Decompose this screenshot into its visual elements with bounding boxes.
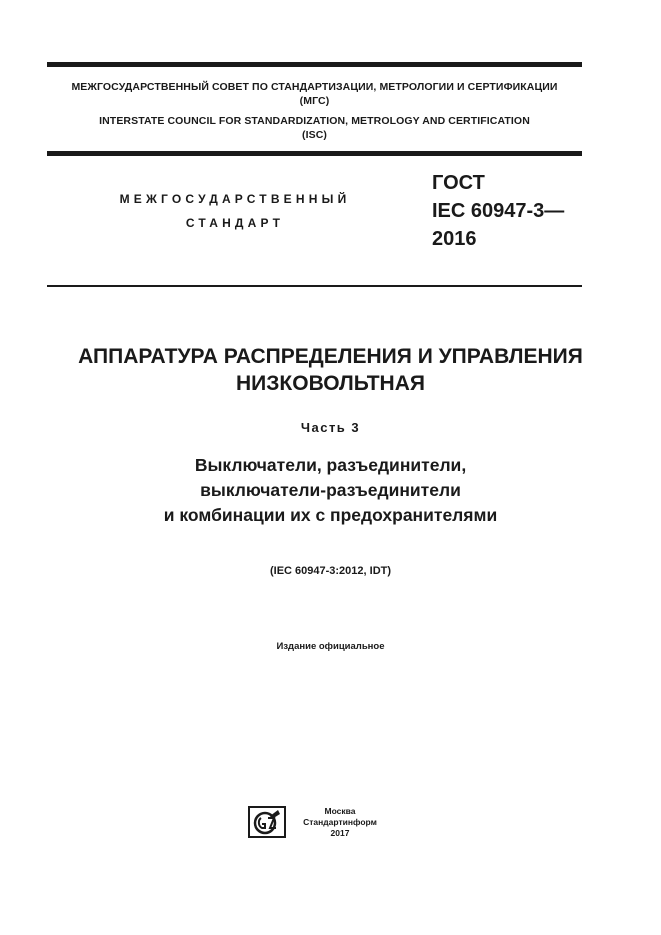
standard-designation <box>432 169 564 253</box>
iec-reference: (IEC 60947-3:2012, IDT) <box>269 565 392 577</box>
document-title <box>20 343 641 397</box>
title-line2: НИЗКОВОЛЬТНАЯ <box>236 372 425 395</box>
designation-line3: 2016 <box>432 228 477 250</box>
council-name-ru: МЕЖГОСУДАРСТВЕННЫЙ СОВЕТ ПО СТАНДАРТИЗАЦИИ, МЕТРОЛОГИИ И СЕРТИФИКАЦИИ <box>71 81 558 93</box>
standard-type-label <box>90 187 380 235</box>
standartinform-logo-icon <box>248 806 286 838</box>
subtitle-line2: выключатели-разъединители <box>200 480 461 500</box>
publisher-info <box>300 806 380 839</box>
part-number: Часть 3 <box>300 420 361 435</box>
designation-divider <box>47 285 582 287</box>
title-line1: АППАРАТУРА РАСПРЕДЕЛЕНИЯ И УПРАВЛЕНИЯ <box>78 345 583 368</box>
publisher-city: Москва <box>324 806 356 816</box>
council-header <box>47 80 582 142</box>
council-abbr-en: (ISC) <box>302 129 327 141</box>
publisher-year: 2017 <box>330 828 350 838</box>
standard-type-line1: МЕЖГОСУДАРСТВЕННЫЙ <box>119 192 351 206</box>
designation-line1: ГОСТ <box>432 172 485 194</box>
header-divider <box>47 151 582 156</box>
document-subtitle <box>20 453 641 528</box>
standard-type-line2: СТАНДАРТ <box>185 216 285 230</box>
edition-note: Издание официальное <box>276 641 385 652</box>
council-abbr-ru: (МГС) <box>299 95 330 107</box>
subtitle-line3: и комбинации их с предохранителями <box>163 505 498 525</box>
subtitle-line1: Выключатели, разъединители, <box>194 455 467 475</box>
publisher-name: Стандартинформ <box>303 817 377 827</box>
council-name-en: INTERSTATE COUNCIL FOR STANDARDIZATION, METROLOGY AND CERTIFICATION <box>99 115 530 127</box>
designation-line2: IEC 60947-3— <box>432 200 565 222</box>
top-rule <box>47 62 582 67</box>
